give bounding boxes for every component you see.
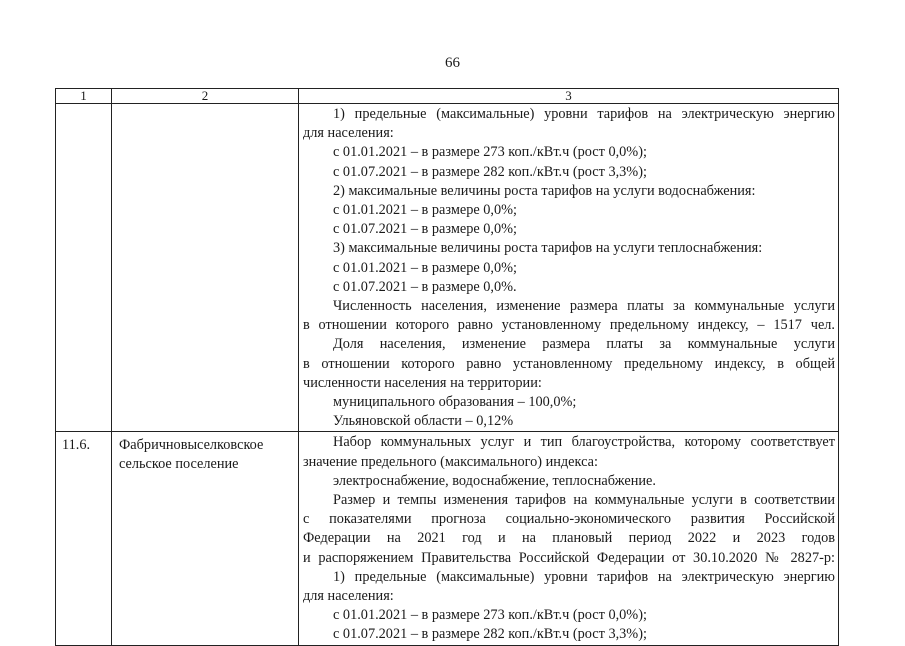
row-number — [56, 104, 112, 432]
table-header-row — [56, 89, 839, 104]
text-line: с 01.01.2021 – в размере 273 коп./кВт.ч (рост 0,0%); — [333, 607, 647, 624]
tariff-description — [299, 104, 839, 432]
text-line: Набор коммунальных услуг и тип благоустройства, которому соответствует — [333, 434, 835, 451]
text-line: Федерации на 2021 год и на плановый период 2022 и 2023 годов — [303, 530, 835, 547]
text-line: для населения: — [303, 125, 394, 142]
text-line: 1) предельные (максимальные) уровни тарифов на электрическую энергию — [333, 568, 835, 585]
text-line: с 01.01.2021 – в размере 273 коп./кВт.ч (рост 0,0%); — [333, 144, 647, 161]
text-line: Численность населения, изменение размера платы за коммунальные услуги — [333, 298, 835, 315]
text-line: электроснабжение, водоснабжение, теплоснабжение. — [333, 472, 656, 489]
header-col-1: 1 — [56, 89, 112, 104]
text-line: и распоряжением Правительства Российской Федерации от 30.10.2020 № 2827-р: — [303, 549, 835, 566]
text-line: 1) предельные (максимальные) уровни тарифов на электрическую энергию — [333, 106, 835, 122]
text-line: с 01.07.2021 – в размере 282 коп./кВт.ч (рост 3,3%); — [333, 626, 647, 643]
header-col-3: 3 — [299, 89, 839, 104]
text-line: с 01.07.2021 – в размере 0,0%. — [333, 278, 517, 295]
table-row — [56, 104, 839, 432]
text-line: 3) максимальные величины роста тарифов на услуги теплоснабжения: — [333, 240, 763, 257]
text-line: Ульяновской области – 0,12% — [333, 413, 514, 430]
text-line: значение предельного (максимального) индекса: — [303, 453, 598, 470]
text-line: для населения: — [303, 588, 394, 605]
row-number: 11.6. — [56, 432, 112, 645]
text-line: муниципального образования – 100,0%; — [333, 394, 577, 411]
text-line: с 01.07.2021 – в размере 0,0%; — [333, 221, 518, 238]
text-line: с 01.01.2021 – в размере 0,0%; — [333, 259, 518, 276]
municipality-name-line: сельское поселение — [119, 456, 239, 473]
municipality-name — [112, 104, 299, 432]
municipality-name — [112, 432, 299, 645]
text-line: Размер и темпы изменения тарифов на коммунальные услуги в соответствии — [333, 492, 835, 509]
text-line: с показателями прогноза социально-экономического развития Российской — [303, 511, 835, 528]
text-line: 2) максимальные величины роста тарифов на услуги водоснабжения: — [333, 182, 756, 199]
page-number: 66 — [445, 55, 460, 71]
text-line: Доля населения, изменение размера платы за коммунальные услуги — [333, 336, 835, 353]
text-line: в отношении которого равно установленному предельному индексу, – 1517 чел. — [303, 317, 835, 334]
text-line: с 01.07.2021 – в размере 282 коп./кВт.ч (рост 3,3%); — [333, 163, 647, 180]
municipality-name-line: Фабричновыселковское — [119, 437, 264, 454]
header-col-2: 2 — [112, 89, 299, 104]
tariff-description — [299, 432, 839, 645]
text-line: численности населения на территории: — [303, 374, 542, 391]
text-line: с 01.01.2021 – в размере 0,0%; — [333, 202, 518, 219]
table-row — [56, 432, 839, 645]
text-line: в отношении которого равно установленному предельному индексу, в общей — [303, 355, 835, 372]
tariff-table — [55, 88, 839, 646]
